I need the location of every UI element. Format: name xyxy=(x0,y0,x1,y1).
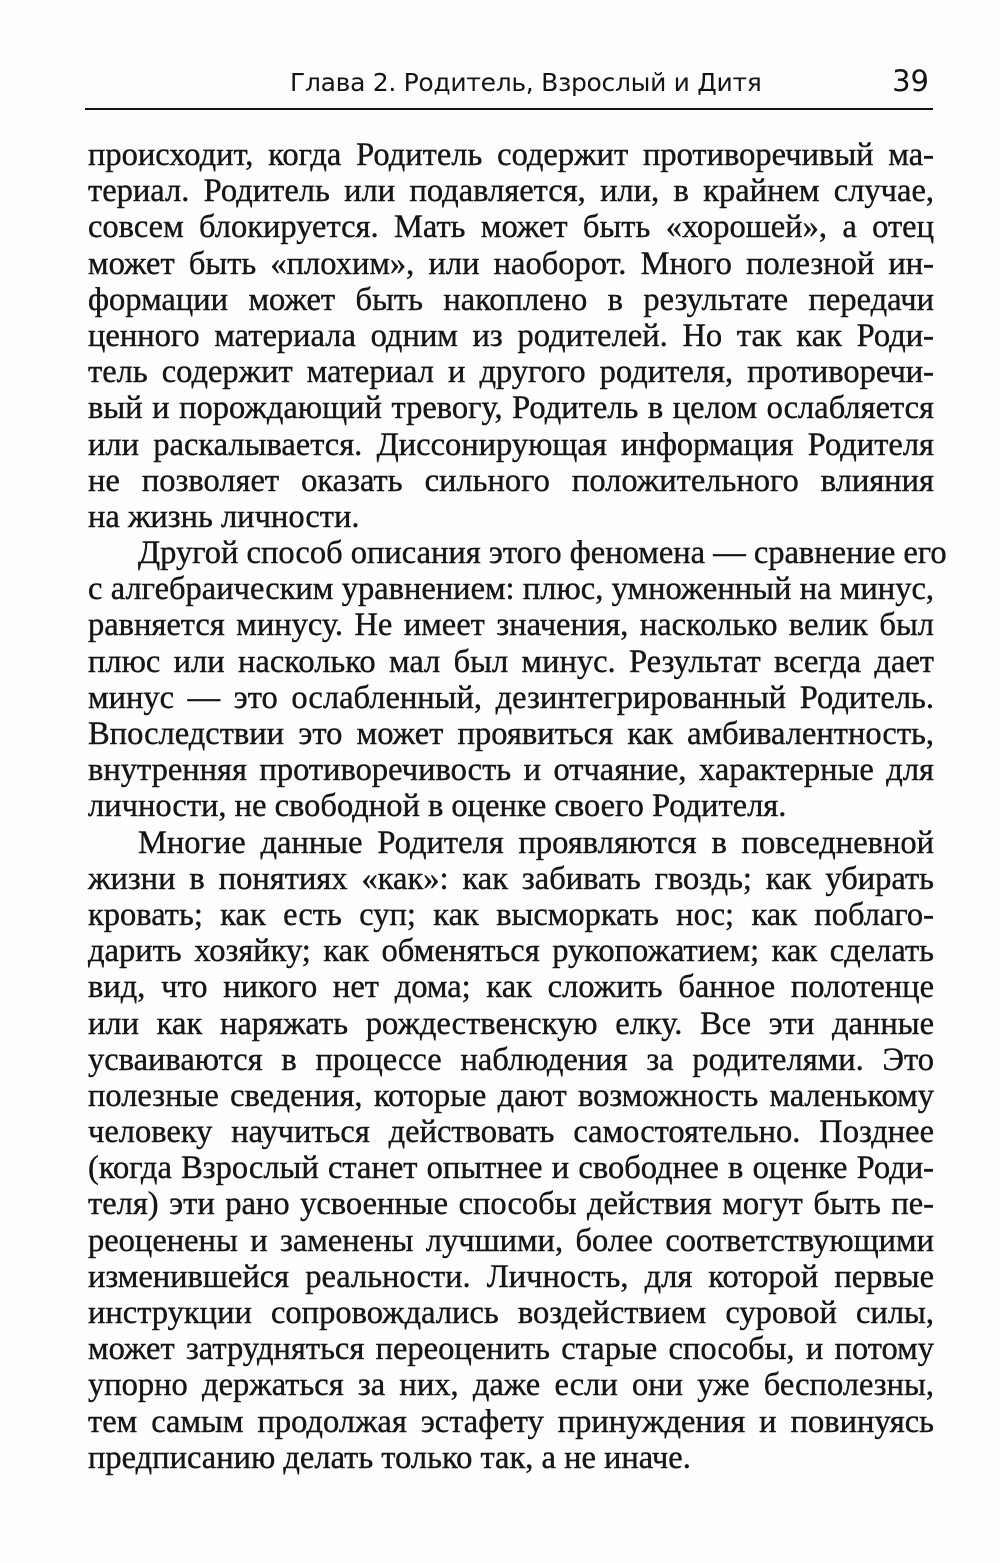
text-line: Многие данные Родителя проявляются в повседневной xyxy=(138,824,934,861)
text-line: полезные сведения, которые дают возможность маленькому xyxy=(88,1077,934,1114)
text-line: или раскалывается. Диссонирующая информация Родителя xyxy=(88,426,934,463)
text-line: дарить хозяйку; как обменяться рукопожатием; как сделать xyxy=(88,933,934,970)
text-line: кровать; как есть суп; как высморкать нос; как поблаго- xyxy=(88,896,934,933)
text-line: совсем блокируется. Мать может быть «хорошей», а отец xyxy=(88,209,934,246)
chapter-title: Глава 2. Родитель, Взрослый и Дитя xyxy=(290,68,762,97)
text-line: ценного материала одним из родителей. Но так как Роди- xyxy=(88,317,934,354)
text-line: плюс или насколько мал был минус. Результат всегда дает xyxy=(88,643,934,680)
text-line: жизни в понятиях «как»: как забивать гвоздь; как убирать xyxy=(88,860,934,897)
running-header xyxy=(85,58,933,110)
paragraph-2 xyxy=(88,535,947,825)
text-line: (когда Взрослый станет опытнее и свободнее в оценке Роди- xyxy=(88,1150,934,1187)
text-line: с алгебраическим уравнением: плюс, умноженный на минус, xyxy=(88,571,934,608)
text-line: личности, не свободной в оценке своего Родителя. xyxy=(88,788,787,825)
text-line: реоценены и заменены лучшими, более соответствующими xyxy=(88,1222,934,1259)
text-line: формации может быть накоплено в результате передачи xyxy=(88,281,934,318)
text-line: может быть «плохим», или наоборот. Много полезной ин- xyxy=(88,245,934,282)
text-line: минус — это ослабленный, дезинтегрированный Родитель. xyxy=(88,679,934,716)
text-line: равняется минусу. Не имеет значения, насколько велик был xyxy=(88,607,934,644)
text-line: усваиваются в процессе наблюдения за родителями. Это xyxy=(88,1041,934,1078)
text-line: тель содержит материал и другого родителя, противоречи- xyxy=(88,354,934,391)
text-line: изменившейся реальности. Личность, для которой первые xyxy=(88,1258,934,1295)
paragraph-1 xyxy=(88,137,934,535)
text-line: или как наряжать рождественскую елку. Все эти данные xyxy=(88,1005,934,1042)
text-line: может затрудняться переоценить старые способы, и потому xyxy=(88,1331,934,1368)
page-number: 39 xyxy=(892,64,929,98)
text-line: теля) эти рано усвоенные способы действия могут быть пе- xyxy=(88,1186,934,1223)
text-line: вид, что никого нет дома; как сложить банное полотенце xyxy=(88,969,934,1006)
text-line: упорно держаться за них, даже если они уже бесполезны, xyxy=(88,1367,934,1404)
text-line: териал. Родитель или подавляется, или, в крайнем случае, xyxy=(88,173,934,210)
text-line: Впоследствии это может проявиться как амбивалентность, xyxy=(88,716,934,752)
text-line: происходит, когда Родитель содержит противоречивый ма- xyxy=(88,137,934,173)
text-line: человеку научиться действовать самостоятельно. Позднее xyxy=(88,1114,934,1151)
body-text xyxy=(88,137,947,1476)
text-line: на жизнь личности. xyxy=(88,498,360,535)
text-line: вый и порождающий тревогу, Родитель в целом ослабляется xyxy=(88,390,934,427)
text-line: предписанию делать только так, а не иначе. xyxy=(88,1439,691,1476)
text-line: тем самым продолжая эстафету принуждения и повинуясь xyxy=(88,1403,934,1440)
text-line: инструкции сопровождались воздействием суровой силы, xyxy=(88,1295,934,1331)
text-line: внутренняя противоречивость и отчаяние, характерные для xyxy=(88,752,934,789)
text-line: Другой способ описания этого феномена — сравнение его xyxy=(138,535,947,572)
paragraph-3 xyxy=(88,825,934,1476)
text-line: не позволяет оказать сильного положительного влияния xyxy=(88,462,934,499)
